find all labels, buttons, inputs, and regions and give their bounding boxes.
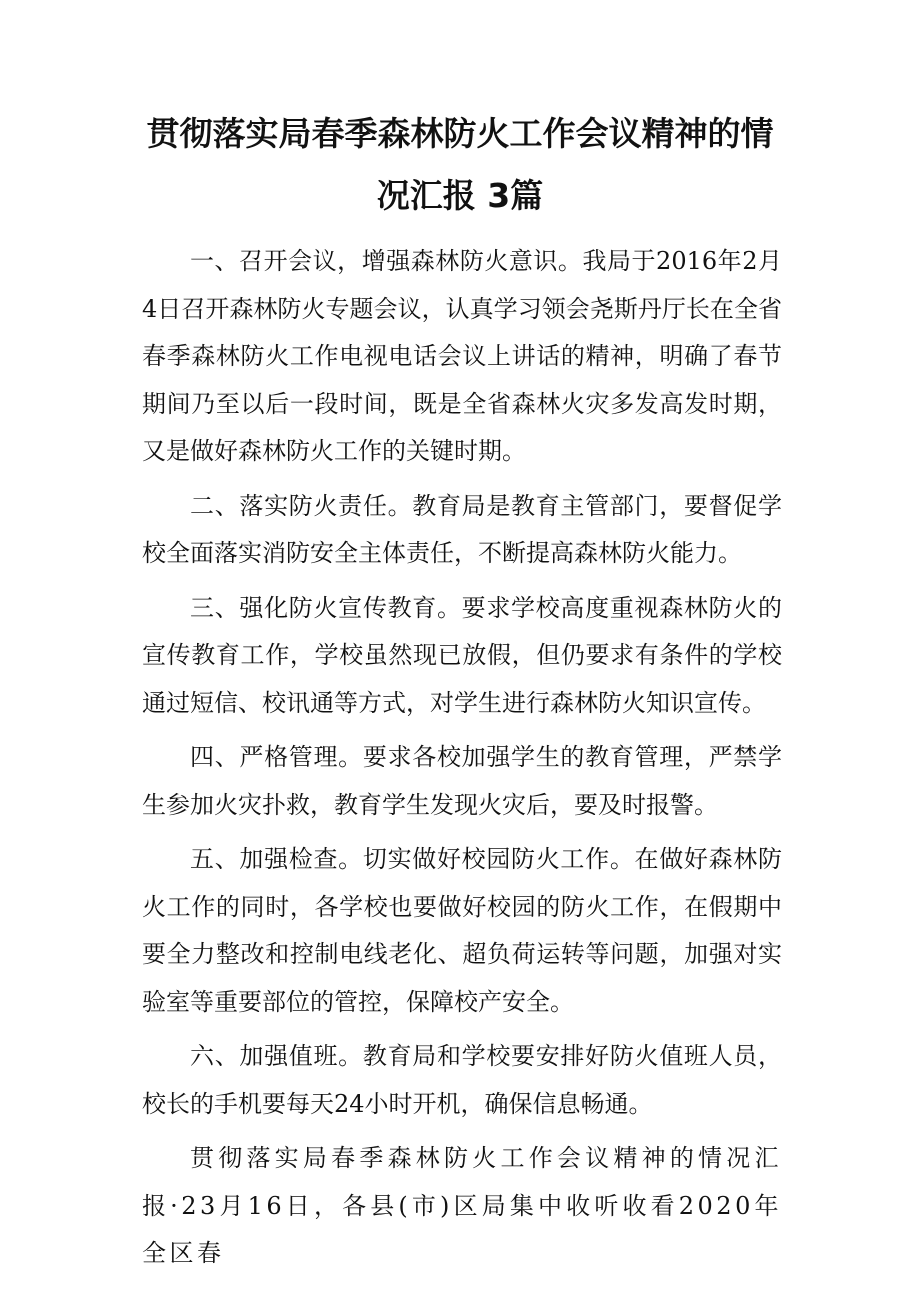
paragraph-management: 四、严格管理。要求各校加强学生的教育管理，严禁学生参加火灾扑救，教育学生发现火灾后，要及时报警。 xyxy=(142,743,782,819)
paragraph-second-report: 贯彻落实局春季森林防火工作会议精神的情况汇报·23月16日，各县(市)区局集中收听收看2020年全区春 xyxy=(142,1144,782,1267)
paragraph-meeting: 一、召开会议，增强森林防火意识。我局于2016年2月4日召开森林防火专题会议，认真学习领会尧斯丹厅长在全省春季森林防火工作电视电话会议上讲话的精神，明确了春节期间乃至以后一段时间，既是全省森林火灾多发高发时期，又是做好森林防火工作的关键时期。 xyxy=(142,247,782,465)
paragraph-duty: 六、加强值班。教育局和学校要安排好防火值班人员，校长的手机要每天24小时开机，确保信息畅通。 xyxy=(142,1042,782,1118)
paragraph-publicity: 三、强化防火宣传教育。要求学校高度重视森林防火的宣传教育工作，学校虽然现已放假，但仍要求有条件的学校通过短信、校讯通等方式，对学生进行森林防火知识宣传。 xyxy=(142,593,782,717)
document-title-line-2: 况汇报 3篇 xyxy=(376,176,544,215)
document-body xyxy=(142,238,782,1285)
paragraph-responsibility: 二、落实防火责任。教育局是教育主管部门，要督促学校全面落实消防安全主体责任，不断提高森林防火能力。 xyxy=(142,491,782,567)
document-title-line-1: 贯彻落实局春季森林防火工作会议精神的情 xyxy=(146,114,774,153)
paragraph-inspection: 五、加强检查。切实做好校园防火工作。在做好森林防火工作的同时，各学校也要做好校园的防火工作，在假期中要全力整改和控制电线老化、超负荷运转等问题，加强对实验室等重要部位的管控，保障校产安全。 xyxy=(142,845,782,1016)
